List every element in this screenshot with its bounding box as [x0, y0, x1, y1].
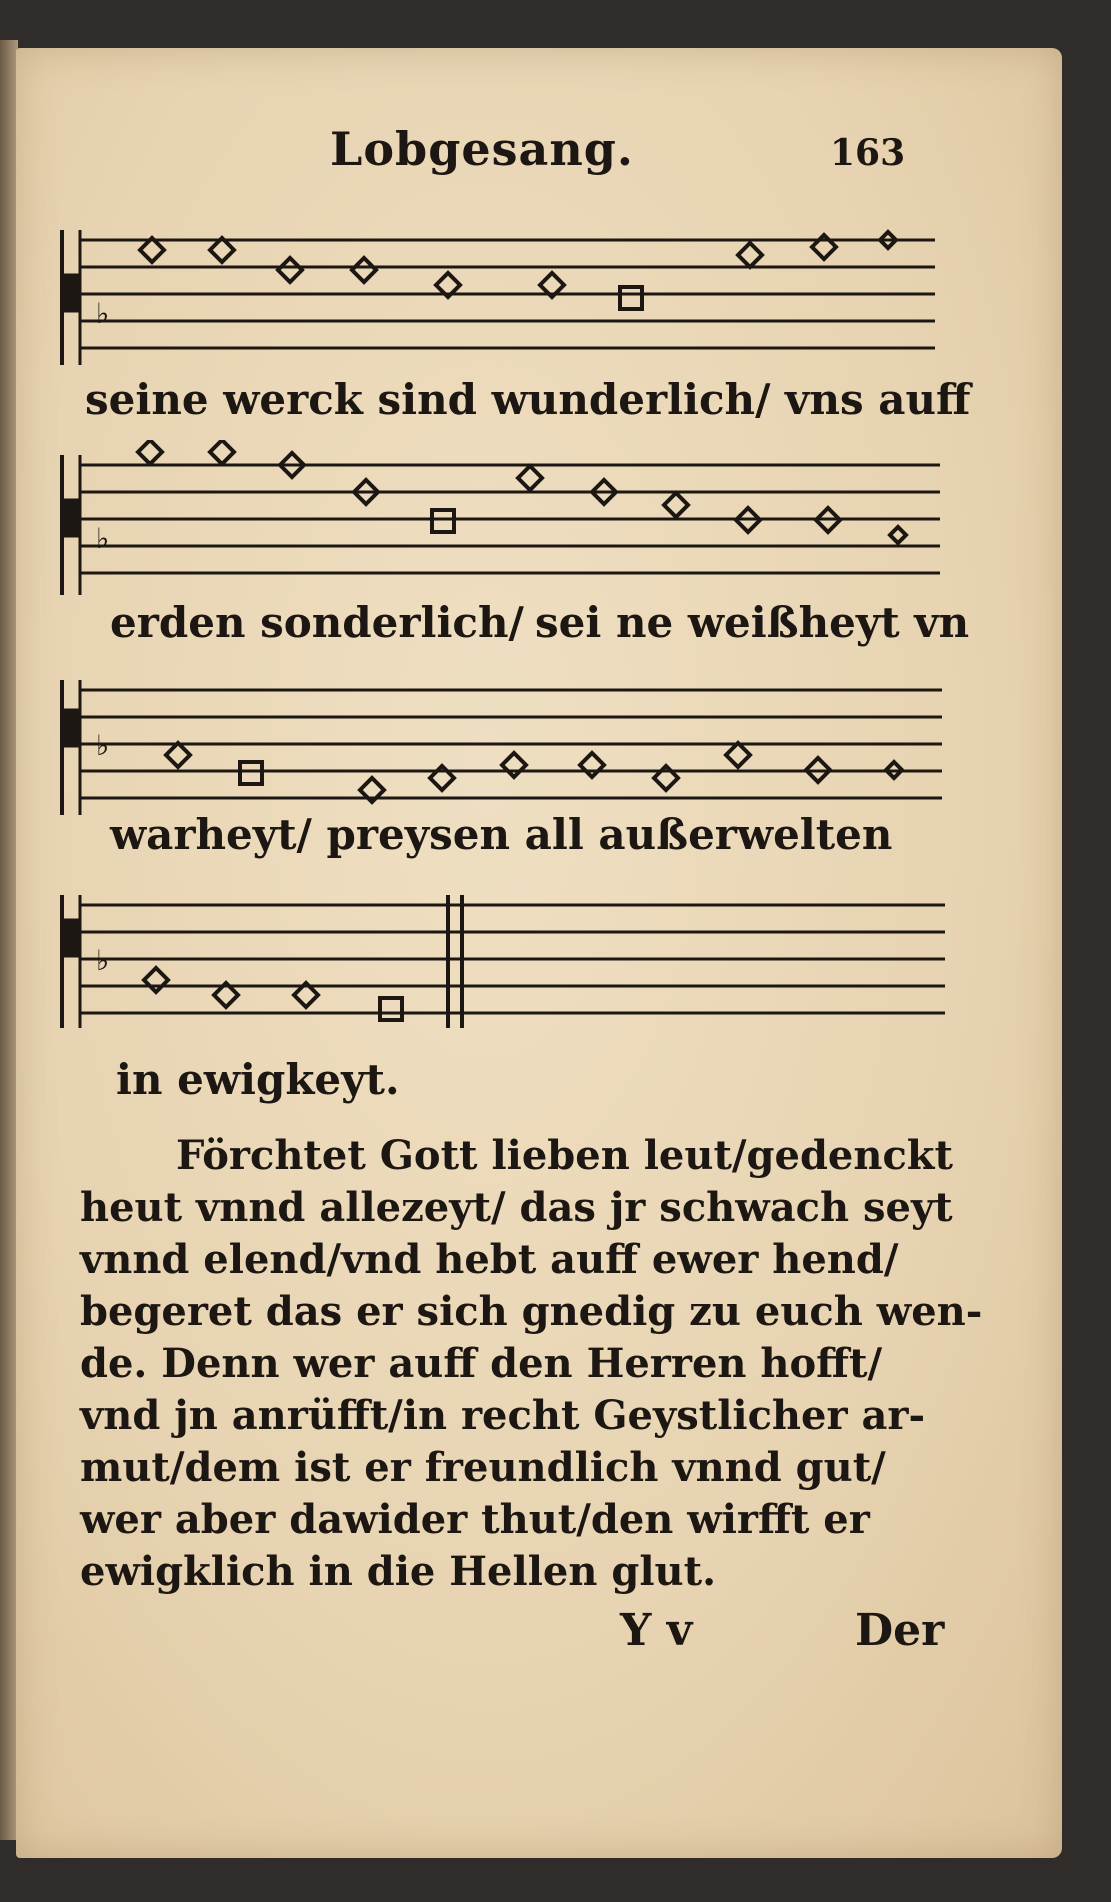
staff-4-notation — [0, 880, 1111, 1030]
prose-line: Förchtet Gott lieben leut/gedenckt — [176, 1132, 953, 1179]
staff-1-notation — [0, 225, 1111, 375]
prose-line: begeret das er sich gnedig zu euch wen- — [80, 1288, 983, 1335]
catchword: Der — [855, 1605, 945, 1656]
svg-text:♭: ♭ — [96, 522, 110, 555]
staff-3-notation — [0, 670, 1111, 820]
prose-line: de. Denn wer auff den Herren hofft/ — [80, 1340, 883, 1387]
prose-line: vnnd elend/vnd hebt auff ewer hend/ — [80, 1236, 899, 1283]
prose-line: ewigklich in die Hellen glut. — [80, 1548, 716, 1595]
prose-line: heut vnnd allezeyt/ das jr schwach seyt — [80, 1184, 953, 1231]
svg-text:♭: ♭ — [96, 944, 110, 977]
staff-2-notation — [0, 440, 1111, 600]
page-footer — [0, 1605, 1111, 1665]
page-header — [0, 122, 1111, 192]
prose-line: wer aber dawider thut/den wirfft er — [80, 1496, 870, 1543]
running-title: Lobgesang. — [330, 122, 634, 176]
prose-paragraph — [80, 1130, 983, 1598]
page-number: 163 — [830, 132, 906, 174]
svg-text:♭: ♭ — [96, 729, 110, 762]
svg-text:♭: ♭ — [96, 297, 110, 330]
prose-line: mut/dem ist er freundlich vnnd gut/ — [80, 1444, 886, 1491]
signature-mark: Y v — [620, 1605, 693, 1656]
music-staff-4 — [0, 880, 1111, 1080]
prose-line: vnd jn anrüfft/in recht Geystlicher ar- — [80, 1392, 926, 1439]
